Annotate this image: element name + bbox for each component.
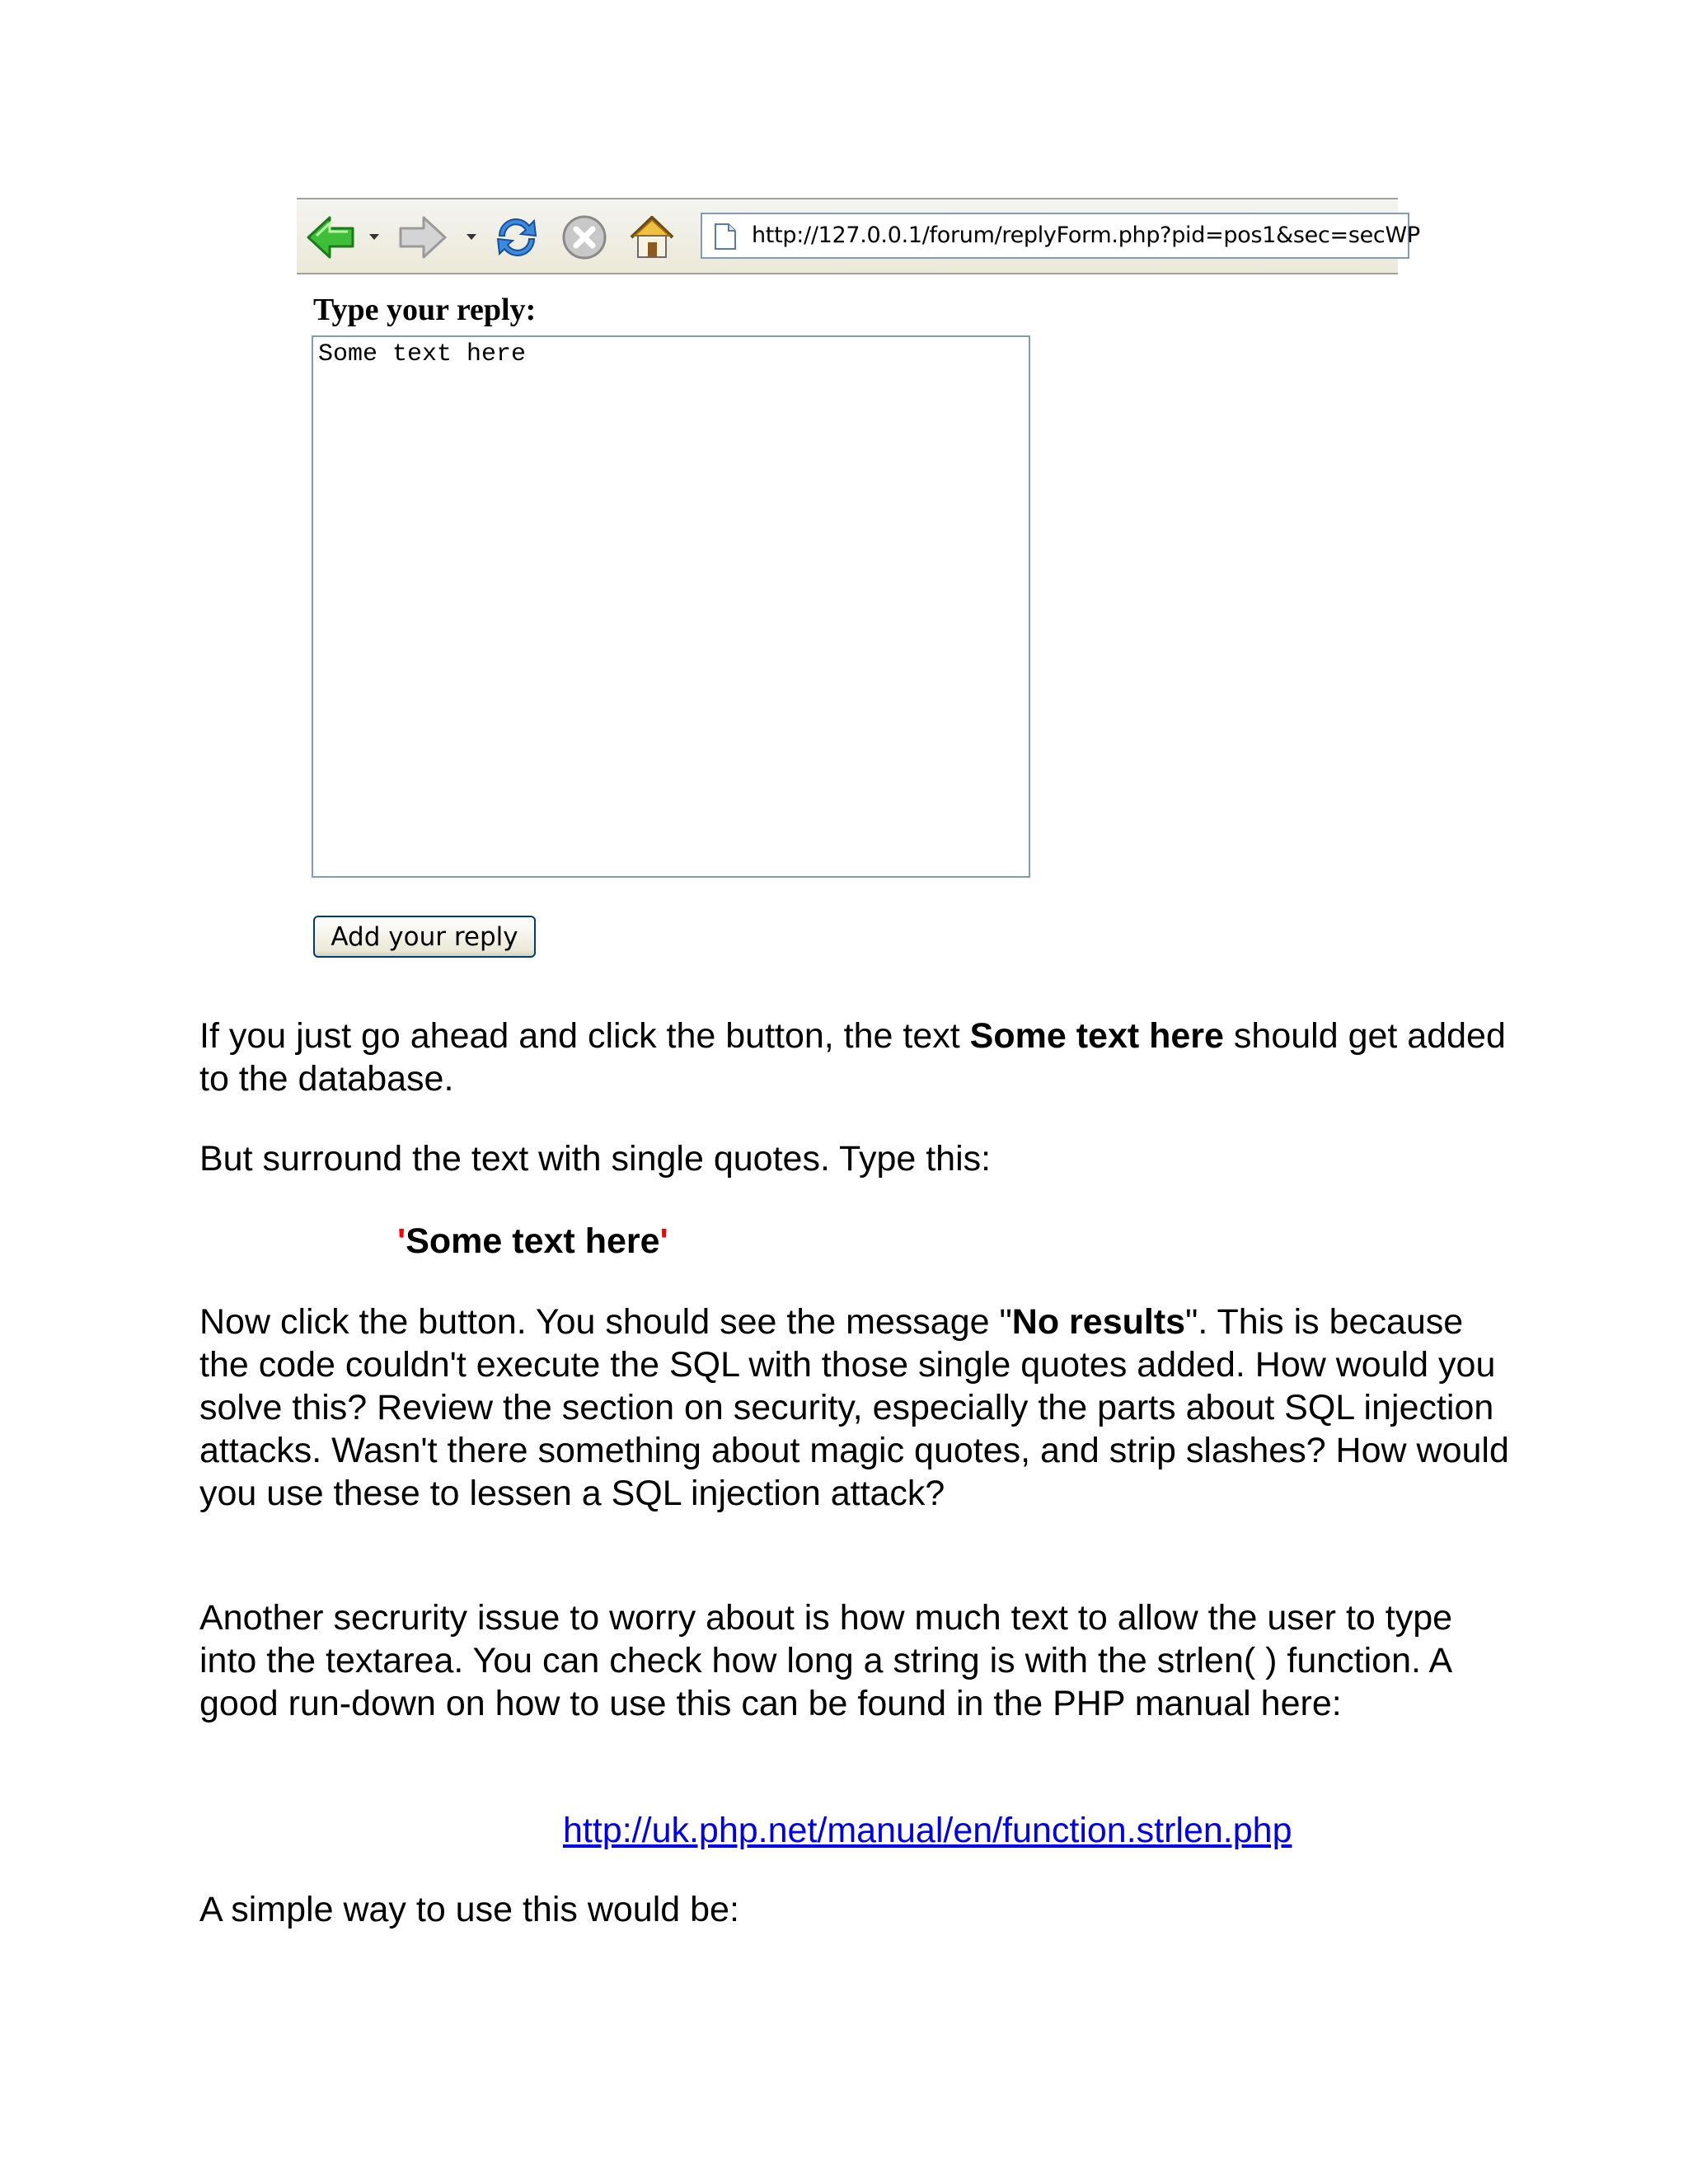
paragraph-5: A simple way to use this would be:: [199, 1890, 739, 1929]
p3-text-end: ". This is because the code couldn't execute the SQL with those single quotes added. How would you solve this? Review the section on security, especially the parts about SQL injection attacks. Wasn't there something about magic quotes, and strip slashes? How would you use these to lessen a SQL injection attack?: [199, 1302, 1509, 1513]
reply-textarea[interactable]: Some text here: [312, 335, 1030, 878]
back-dropdown-icon[interactable]: [369, 234, 379, 240]
p3-bold: No results: [1011, 1302, 1186, 1342]
p3-text: Now click the button. You should see the message ": [199, 1302, 1012, 1342]
quote-text: Some text here: [406, 1221, 660, 1261]
forward-arrow-icon[interactable]: [397, 213, 448, 262]
close-quote: ': [659, 1221, 668, 1261]
back-arrow-icon[interactable]: [305, 213, 356, 262]
p1-bold: Some text here: [969, 1016, 1224, 1056]
p1-text-end: should get added to the database.: [199, 1016, 1506, 1099]
reply-label: Type your reply:: [313, 293, 537, 327]
add-reply-button[interactable]: Add your reply: [313, 916, 536, 958]
browser-toolbar: [297, 198, 1420, 274]
paragraph-1: [199, 1015, 1518, 1100]
browser-screenshot: [297, 198, 1420, 964]
address-bar[interactable]: [701, 213, 1420, 259]
forward-dropdown-icon[interactable]: [467, 234, 476, 240]
url-text: http://127.0.0.1/forum/replyForm.php?pid=pos1&sec=secWP: [752, 223, 1420, 248]
page-icon: [714, 223, 737, 251]
refresh-icon[interactable]: [491, 213, 542, 262]
paragraph-3: [199, 1301, 1518, 1515]
php-manual-link[interactable]: http://uk.php.net/manual/en/function.strlen.php: [563, 1811, 1292, 1850]
home-icon[interactable]: [626, 213, 678, 262]
p1-text: If you just go ahead and click the button, the text: [199, 1016, 970, 1056]
paragraph-4: Another secrurity issue to worry about is how much text to allow the user to type into the textarea. You can check how long a string is with the strlen( ) function. A good run-down on how to use this can be found in the PHP manual here:: [199, 1598, 1453, 1723]
stop-icon[interactable]: [559, 213, 610, 262]
quoted-example: [397, 1220, 668, 1263]
paragraph-2: But surround the text with single quotes. Type this:: [199, 1139, 992, 1179]
open-quote: ': [397, 1221, 406, 1261]
